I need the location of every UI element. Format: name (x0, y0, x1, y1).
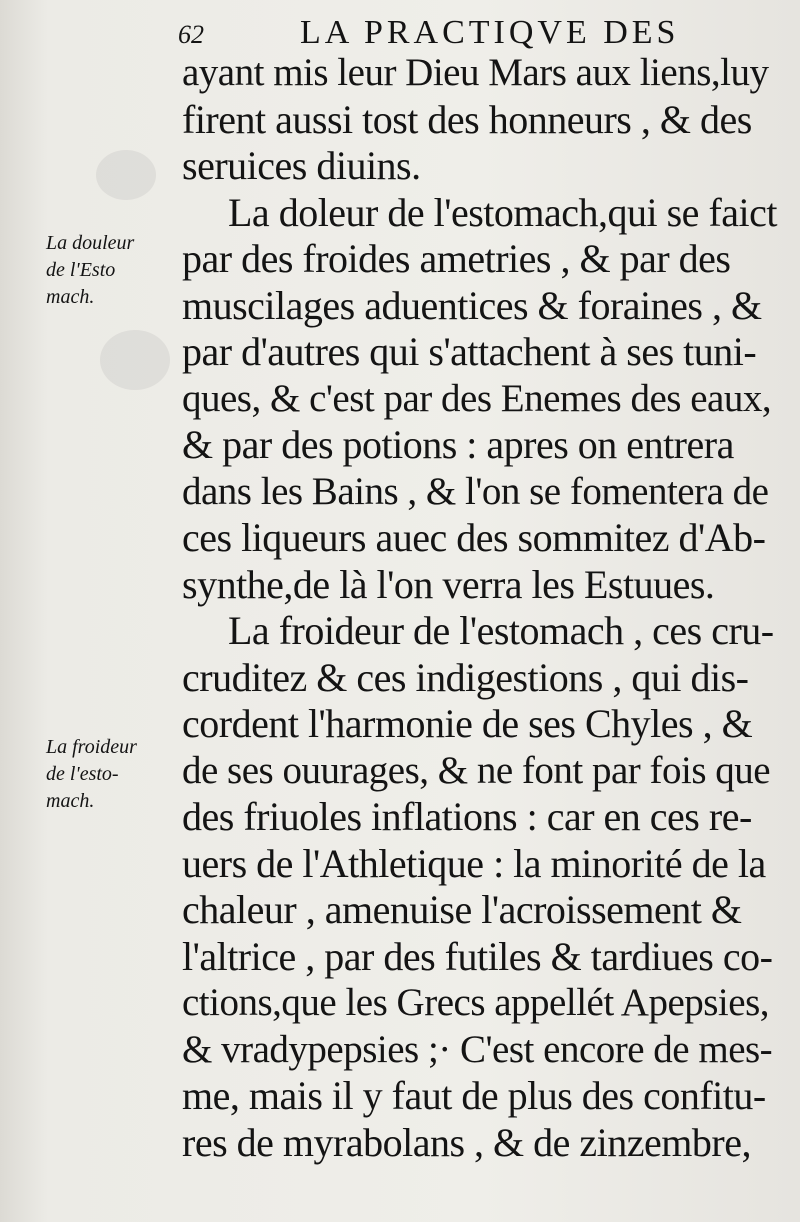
page-header (160, 14, 780, 54)
text-line: dans les Bains , & l'on se fomentera de (182, 469, 769, 513)
text-line: res de myrabolans , & de zinzembre, (182, 1119, 751, 1165)
text-line: ctions,que les Grecs appellét Apepsies, (182, 981, 769, 1024)
text-line: par des froides ametries , & par des (182, 236, 731, 281)
text-line: uers de l'Athletique : la minorité de la (182, 840, 766, 886)
text-line: seruices diuins. (182, 143, 421, 188)
text-line: ces liqueurs auec des sommitez d'Ab- (182, 515, 766, 560)
text-line: me, mais il y faut de plus des confitu- (182, 1073, 766, 1118)
text-line: cruditez & ces indigestions , qui dis- (182, 654, 749, 700)
margin-note: La froideur de l'esto- mach. (46, 736, 137, 812)
paragraph-start-line: La doleur de l'estomach,qui se faict (228, 189, 777, 235)
text-line: firent aussi tost des honneurs , & des (182, 96, 752, 142)
text-line: muscilages aduentices & foraines , & (182, 282, 762, 328)
text-line: l'altrice , par des futiles & tardiues co- (182, 933, 773, 979)
ink-smudge (100, 330, 170, 390)
running-title: LA PRACTIQVE DES (300, 14, 680, 51)
ink-smudge (96, 150, 156, 200)
text-line: des friuoles inflations : car en ces re- (182, 794, 752, 839)
text-line: chaleur , amenuise l'acroissement & (182, 887, 742, 932)
paragraph-start-line: La froideur de l'estomach , ces cru- (228, 608, 774, 653)
page-number: 62 (178, 20, 204, 49)
margin-note: La douleur de l'Esto mach. (46, 232, 135, 308)
text-line: & par des potions : apres on entrera (182, 422, 734, 467)
text-line: par d'autres qui s'attachent à ses tuni- (182, 329, 757, 374)
text-line: de ses ouurages, & ne font par fois que (182, 748, 771, 792)
body-text (182, 50, 782, 1166)
text-line: cordent l'harmonie de ses Chyles , & (182, 701, 753, 746)
text-line: & vradypepsies ;· C'est encore de mes- (182, 1027, 773, 1071)
text-line: synthe,de là l'on verra les Estuues. (182, 561, 715, 607)
text-line: ayant mis leur Dieu Mars aux liens,luy (182, 51, 769, 94)
text-line: ques, & c'est par des Enemes des eaux, (182, 376, 772, 420)
